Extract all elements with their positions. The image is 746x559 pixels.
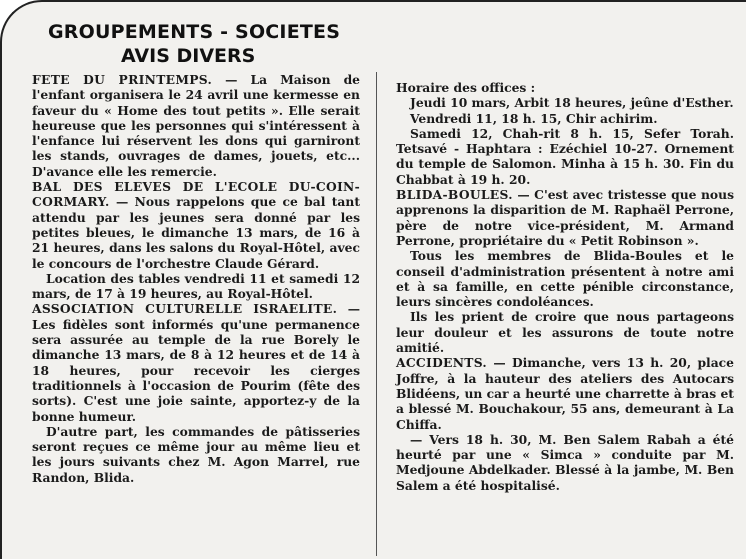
article-text: — La Maison de l'enfant organisera le 24 avril une kermesse en faveur du « Home des tout petits ». Elle serait heureuse que les personnes qui s'intéressent à l'enfance lui réservent les dons qui garniront les stands, ouvrages de dames, jouets, etc... D'avance elle les remercie. — [32, 72, 360, 179]
article-lead: BLIDA-BOULES. — [396, 187, 513, 203]
article-text: Vendredi 11, 18 h. 15, Chir achirim. — [410, 110, 658, 126]
article-paragraph — [396, 111, 734, 126]
article-paragraph — [396, 95, 734, 110]
article-paragraph — [32, 72, 360, 179]
article-lead: ACCIDENTS. — [396, 355, 488, 371]
left-column — [32, 72, 360, 485]
article-paragraph — [32, 179, 360, 271]
article-paragraph — [396, 355, 734, 431]
article-text: Jeudi 10 mars, Arbit 18 heures, jeûne d'Esther. — [410, 95, 734, 111]
article-text: Horaire des offices : — [396, 80, 536, 95]
article-text: — Vers 18 h. 30, M. Ben Salem Rabah a été heurté par une « Simca » conduite par M. Medjoune Abdelkader. Blessé à la jambe, M. Ben Salem a été hospitalisé. — [396, 431, 734, 493]
article-paragraph — [32, 271, 360, 302]
article-paragraph — [396, 248, 734, 309]
column-divider — [376, 72, 377, 556]
article-lead: BAL DES ELEVES DE L'ECOLE DU-COIN-CORMARY. — [32, 179, 360, 210]
article-text: Samedi 12, Chah-rit 8 h. 15, Sefer Torah. Tetsavé - Haphtara : Ezéchiel 10-27. Ornement du temple de Salomon. Minha à 15 h. 30. Fin du Chabbat à 19 h. 20. — [396, 125, 734, 187]
article-text: — Les fidèles sont informés qu'une permanence sera assurée au temple de la rue Borely le dimanche 13 mars, de 8 à 12 heures et de 14 à 18 heures, pour recevoir les cierges traditionnels à l'occasion de Pourim (fête des sorts). C'est une joie sainte, apportez-y de la bonne humeur. — [32, 301, 360, 424]
right-column — [396, 80, 734, 493]
article-text: Ils les prient de croire que nous partageons leur douleur et les assurons de toute notre amitié. — [396, 309, 734, 356]
article-paragraph — [32, 424, 360, 485]
article-paragraph — [396, 432, 734, 493]
article-lead: FETE DU PRINTEMPS. — [32, 72, 213, 87]
article-text: Location des tables vendredi 11 et samedi 12 mars, de 17 à 19 heures, au Royal-Hôtel. — [32, 270, 360, 302]
article-paragraph — [396, 80, 734, 95]
article-paragraph — [396, 309, 734, 355]
article-paragraph — [32, 301, 360, 423]
section-subheading: AVIS DIVERS — [121, 45, 256, 67]
article-text: D'autre part, les commandes de pâtisseries seront reçues ce même jour au même lieu et les jours suivants chez M. Agon Marrel, rue Randon, Blida. — [32, 423, 360, 485]
section-heading: GROUPEMENTS - SOCIETES — [48, 21, 341, 43]
article-lead: ASSOCIATION CULTURELLE ISRAELITE. — [32, 301, 338, 317]
article-paragraph — [396, 126, 734, 187]
article-text: — Nous rappelons que ce bal tant attendu par les jeunes sera donné par les petites bleues, le dimanche 13 mars, de 16 à 21 heures, dans les salons du Royal-Hôtel, avec le concours de l'orchestre Claude Gérard. — [32, 194, 360, 271]
article-paragraph — [396, 187, 734, 248]
article-text: — Dimanche, vers 13 h. 20, place Joffre, à la hauteur des ateliers des Autocars Blidéens, un car a heurté une charrette à bras et a blessé M. Bouchakour, 55 ans, demeurant à La Chiffa. — [396, 355, 734, 432]
article-text: Tous les membres de Blida-Boules et le conseil d'administration présentent à notre ami et à sa famille, en cette pénible circonstance, leurs sincères condoléances. — [396, 248, 734, 310]
article-text: — C'est avec tristesse que nous apprenons la disparition de M. Raphaël Perrone, père de notre vice-président, M. Armand Perrone, propriétaire du « Petit Robinson ». — [396, 187, 734, 248]
